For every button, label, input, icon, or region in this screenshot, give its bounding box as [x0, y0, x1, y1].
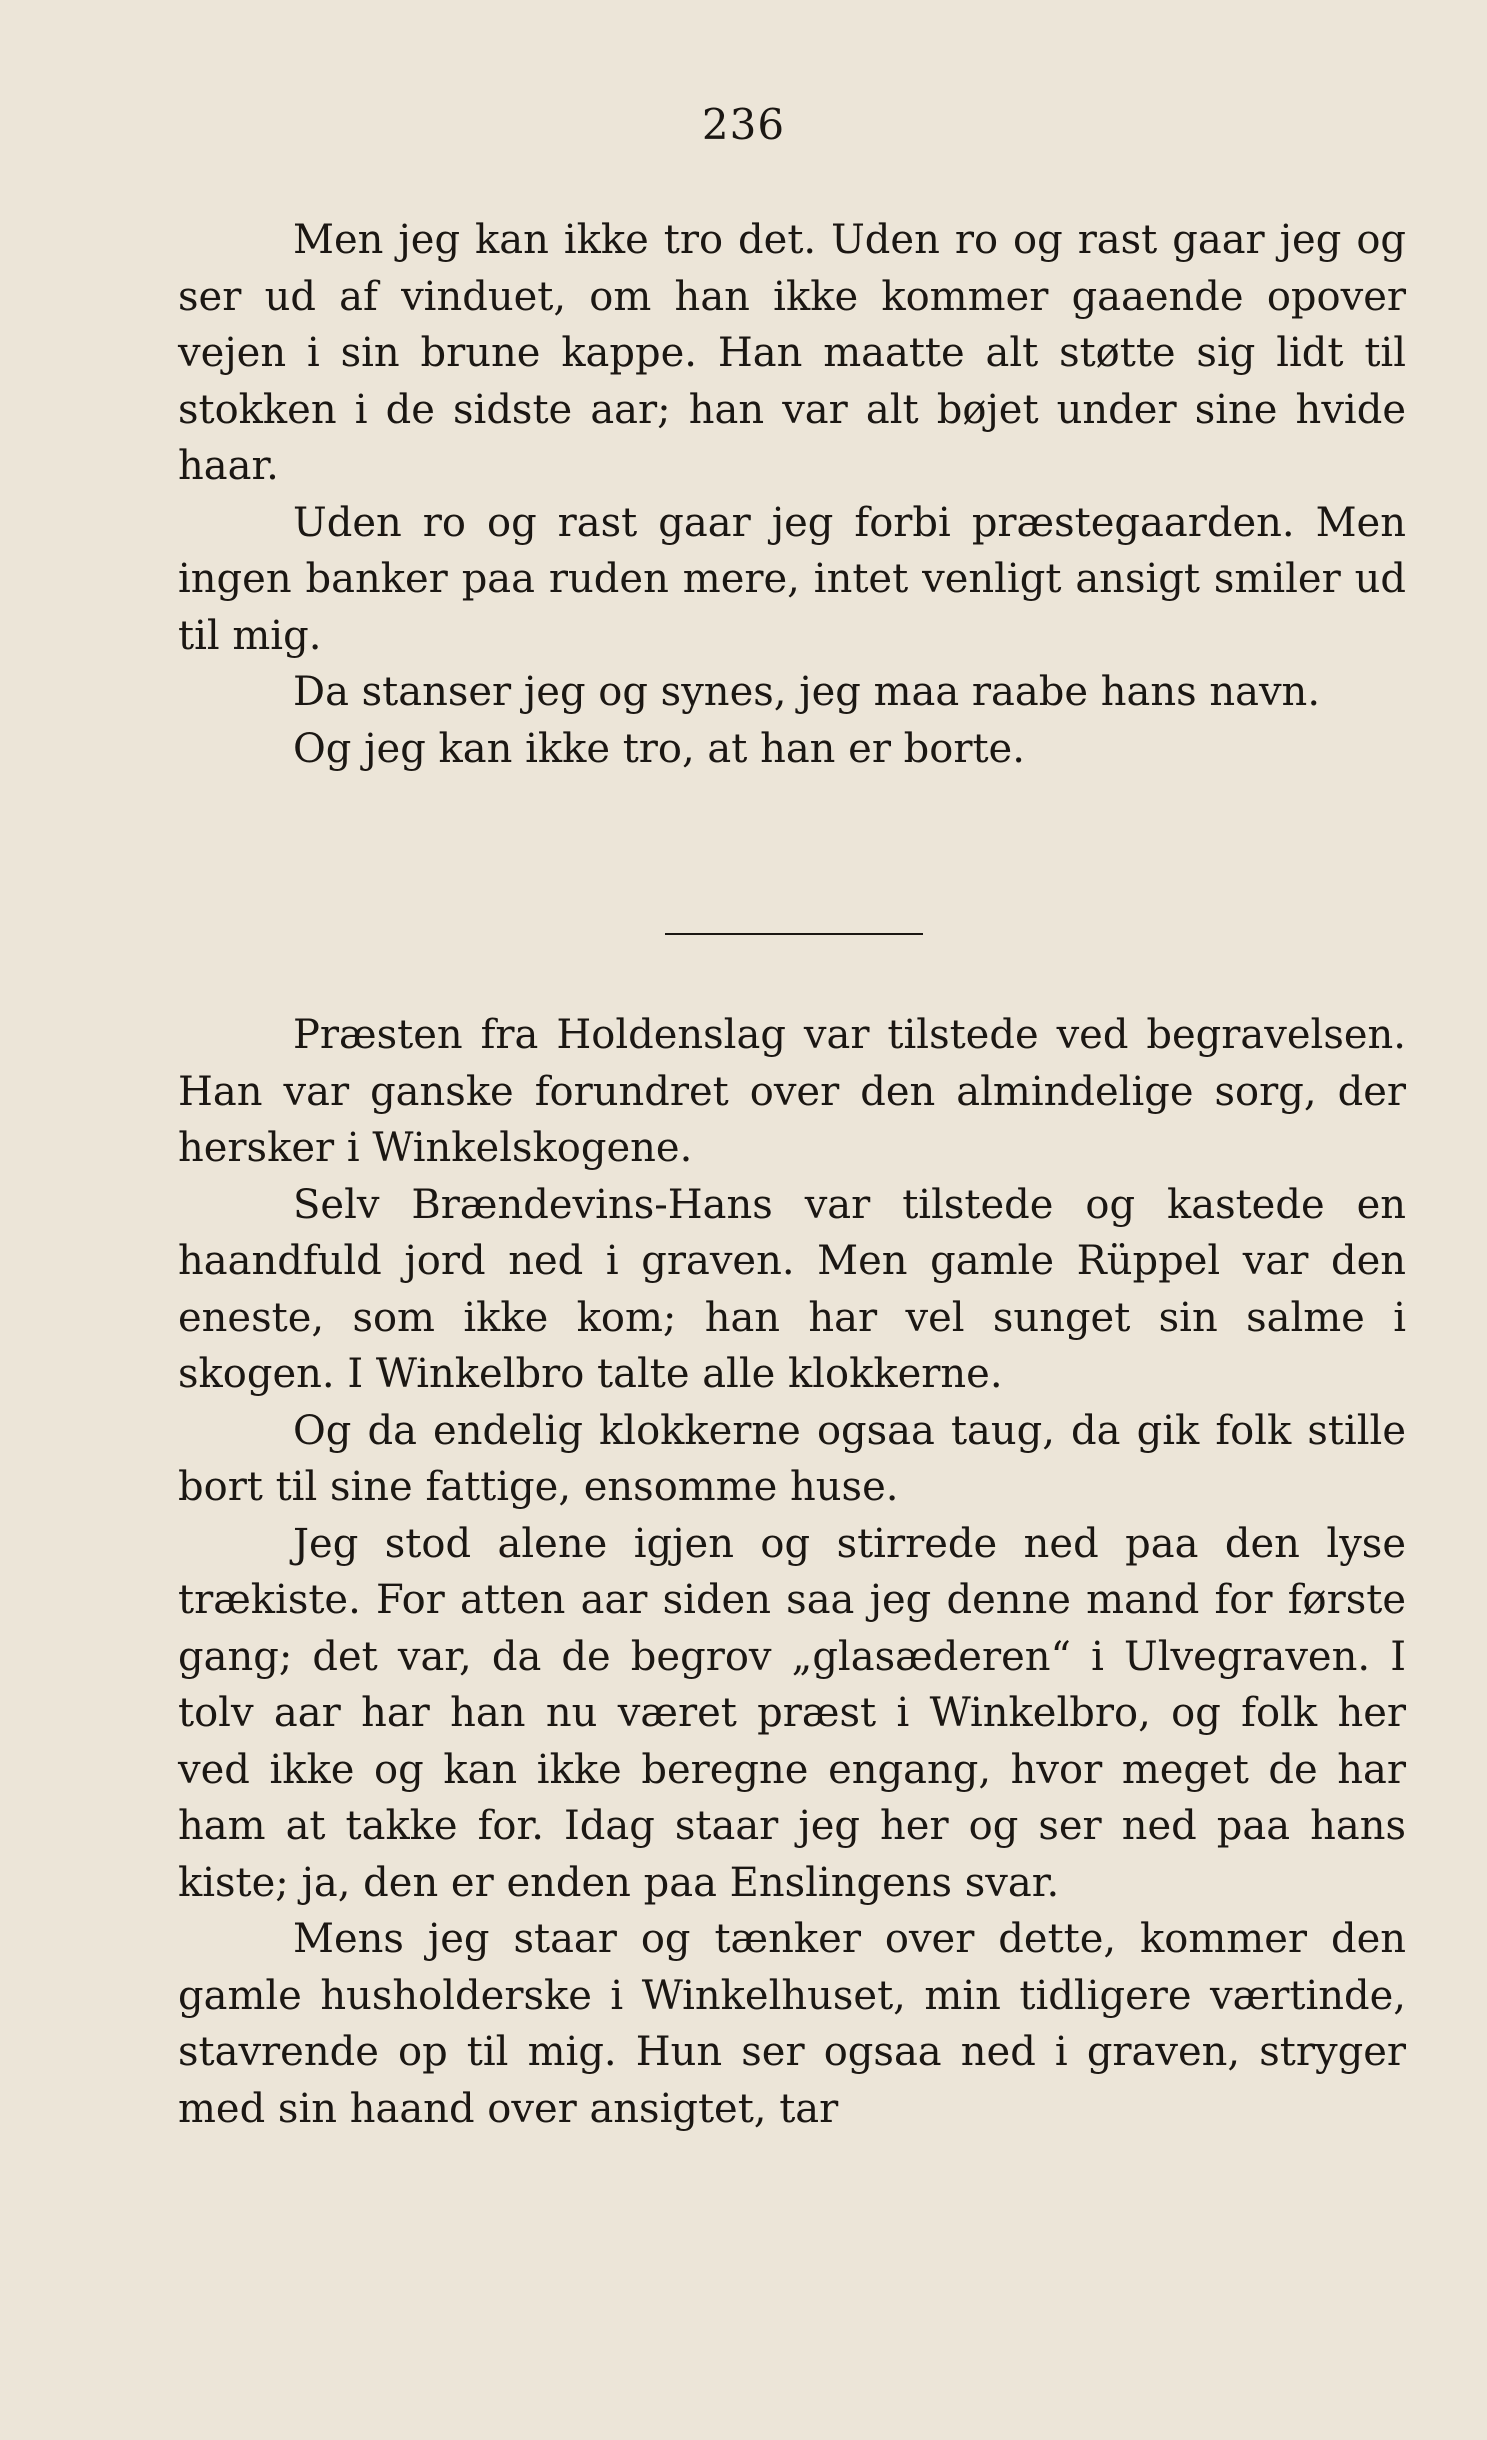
text-section-1	[178, 212, 1406, 777]
paragraph: Præsten fra Holdenslag var tilstede ved begravelsen. Han var ganske forundret over den almindelige sorg, der hersker i Winkelskogene.	[178, 1012, 1406, 1171]
paragraph: Jeg stod alene igjen og stirrede ned paa den lyse trækiste. For atten aar siden saa jeg denne mand for første gang; det var, da de begrov „glasæderen“ i Ulvegraven. I tolv aar har han nu været præst i Winkelbro, og folk her ved ikke og kan ikke beregne engang, hvor meget de har ham at takke for. Idag staar jeg her og ser ned paa hans kiste; ja, den er enden paa Enslingens svar.	[178, 1520, 1406, 1906]
paragraph: Mens jeg staar og tænker over dette, kommer den gamle husholderske i Winkelhuset, min tidligere værtinde, stavrende op til mig. Hun ser ogsaa ned i graven, stryger med sin haand over ansigtet, tar	[178, 1916, 1406, 2132]
section-divider	[665, 933, 923, 935]
paragraph: Men jeg kan ikke tro det. Uden ro og rast gaar jeg og ser ud af vinduet, om han ikke kommer gaaende opover vejen i sin brune kappe. Han maatte alt støtte sig lidt til stokken i de sidste aar; han var alt bøjet under sine hvide haar.	[178, 217, 1406, 489]
paragraph: Uden ro og rast gaar jeg forbi præstegaarden. Men ingen banker paa ruden mere, intet venligt ansigt smiler ud til mig.	[178, 499, 1406, 659]
paragraph: Og jeg kan ikke tro, at han er borte.	[293, 725, 1025, 772]
paragraph: Selv Brændevins-Hans var tilstede og kastede en haandfuld jord ned i graven. Men gamle Rüppel var den eneste, som ikke kom; han har vel sunget sin salme i skogen. I Winkelbro talte alle klokkerne.	[178, 1181, 1406, 1397]
page-number: 236	[701, 100, 786, 149]
paragraph: Da stanser jeg og synes, jeg maa raabe hans navn.	[293, 669, 1321, 715]
paragraph: Og da endelig klokkerne ogsaa taug, da gik folk stille bort til sine fattige, ensomme huse.	[178, 1407, 1406, 1510]
text-section-2	[178, 1007, 1406, 2137]
